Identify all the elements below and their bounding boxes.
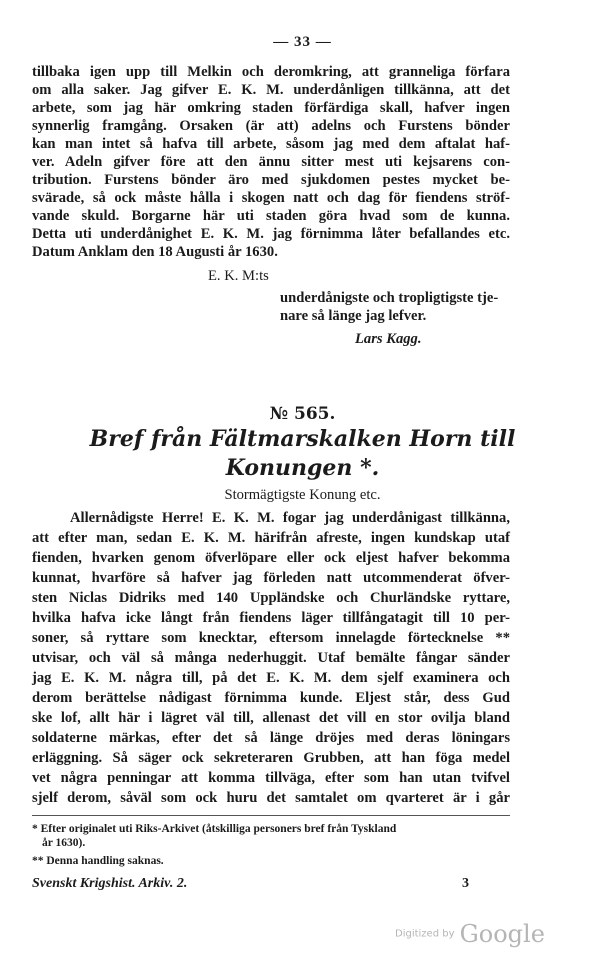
text-line: att efter man, sedan E. K. M. härifrån afreste, ingen kundskap utaf [32,530,510,546]
page-number: — 33 — [273,34,332,50]
footnote-rule [32,815,510,816]
text-line: svärade, så ock måste hålla i skogen natt och dag för fiendens ströf- [32,190,510,206]
text-line: erläggning. Så säger ock sekreteraren Grubben, att han föga medel [32,750,510,766]
closing-line: underdånigste och tropligtigste tje- [280,290,499,306]
text-line: tillbaka igen upp till Melkin och deromkring, att granneliga förfara [32,64,510,80]
letter-title: Bref från Fältmarskalken Horn till [89,426,516,452]
text-line: ske lof, allt här i lägret väl till, allenast det vill en stor ovilja bland [32,710,510,726]
text-line: Datum Anklam den 18 Augusti år 1630. [32,244,278,260]
text-line: vande skuld. Borgarne här uti staden göra hvad som de kunna. [32,208,510,224]
text-line: jag E. K. M. några till, på det E. K. M. dem sjelf examinera och [32,670,510,686]
text-line: soner, så ryttare som knecktar, eftersom innelagde förtecknelse ** [32,630,510,646]
footnote-continued: år 1630). [42,837,86,849]
google-logo: Google [459,920,545,948]
text-line: soldaterne märkas, efter det så länge dröjes med deras löningars [32,730,510,746]
letter-title-continued: Konungen *. [225,455,380,481]
text-line: fienden, hvarken genom öfverlöpare eller ock eljest hafver bekomma [32,550,510,566]
text-line: kan man intet så hafva till arbete, såsom jag med dem aftalat haf- [32,136,510,152]
text-line: Detta uti underdånighet E. K. M. jag förnimma låter befallandes etc. [32,226,510,242]
text-line: arbete, som jag här omkring staden förfärdiga skall, hafver ingen [32,100,510,116]
text-line: derom berättelse nådigast förnimma kunde. Eljest står, dess Gud [32,690,510,706]
text-line: utvisar, och väl så många nederhuggit. Utaf bemälte fångar sänder [32,650,510,666]
text-line: sten Niclas Didriks med 140 Uppländske och Churländske ryttare, [32,590,510,606]
digitization-watermark [395,920,545,948]
text-line: om alla saker. Jag gifver E. K. M. underdånligen tillkänna, att det [32,82,510,98]
document-number: № 565. [269,404,336,424]
text-line: tribution. Furstens bönder äro med sjukdomen pestes mycket be- [32,172,510,188]
footnote: * Efter originalet uti Riks-Arkivet (åtskilliga personers bref från Tyskland [32,823,397,835]
watermark-prefix: Digitized by [395,928,455,940]
closing-address: E. K. M:ts [208,268,269,284]
text-line: synnerlig framgång. Orsaken (är att) adelns och Furstens bönder [32,118,510,134]
text-line: ver. Adeln gifver före att den ännu sitter mest uti kejsarens con- [32,154,510,170]
running-footer: Svenskt Krigshist. Arkiv. 2. [32,876,188,891]
text-line: vet några penningar att komma tillväga, efter som han utan tvifvel [32,770,510,786]
closing-line: nare så länge jag lefver. [280,308,427,324]
signature-name: Lars Kagg. [355,331,422,347]
footnote: ** Denna handling saknas. [32,855,164,867]
text-line: Allernådigste Herre! E. K. M. fogar jag underdånigast tillkänna, [70,510,510,526]
signature-mark: 3 [462,876,469,891]
text-line: hvilka hafva icke långt från fiendens läger tillfångatagit till 10 per- [32,610,510,626]
salutation: Stormägtigste Konung etc. [224,487,381,503]
text-line: sjelf derom, såväl som ock huru det samtalet om qvarteret är i går [32,790,510,806]
text-line: kunnat, hvarföre så hafver jag förleden natt utcommenderat öfver- [32,570,510,586]
